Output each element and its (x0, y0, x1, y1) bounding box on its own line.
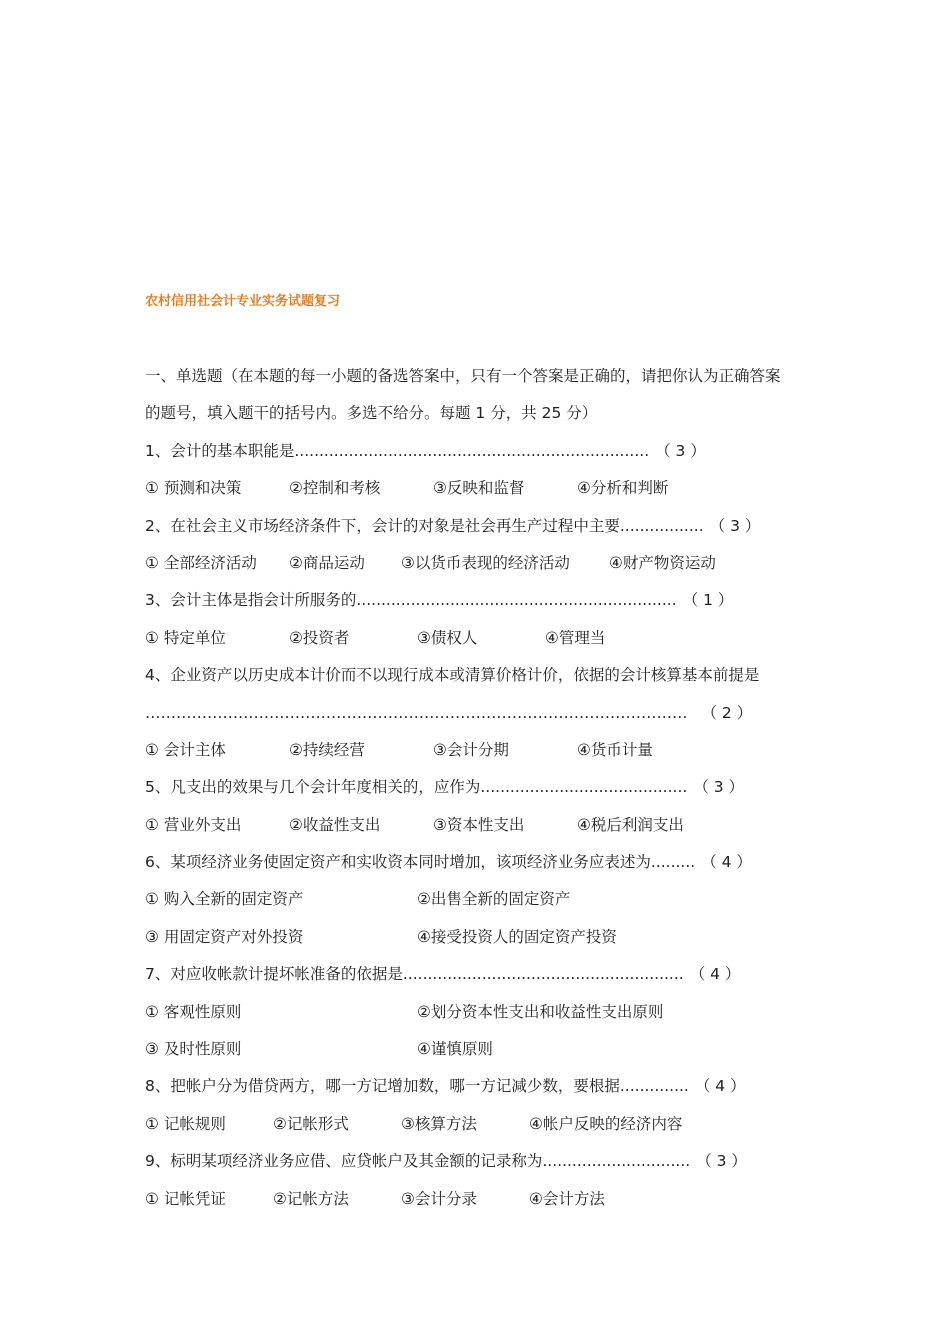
question-text: 8、把帐户分为借贷两方，哪一方记增加数，哪一方记减少数，要根据 (145, 1077, 620, 1096)
question-3-options (145, 620, 825, 657)
answer-bracket: （ 3 ） (709, 516, 761, 535)
option-4: ④帐户反映的经济内容 (529, 1114, 683, 1133)
option-3: ③会计分录 (401, 1189, 477, 1208)
answer-bracket: （ 1 ） (682, 591, 734, 610)
option-3: ③会计分期 (433, 740, 509, 759)
question-dots: ......................................................... (402, 965, 684, 984)
question-7 (145, 956, 825, 993)
question-dots: ................. (619, 516, 704, 535)
question-5 (145, 769, 825, 806)
question-6-options-row-1 (145, 881, 825, 918)
question-dots: …………………………………………………………………………………………… (145, 703, 688, 722)
option-1: ① 购入全新的固定资产 (145, 890, 304, 909)
exam-content (145, 358, 825, 1218)
answer-bracket: （ 3 ） (696, 1152, 747, 1171)
question-2 (145, 508, 825, 545)
question-dots: .............................. (542, 1152, 691, 1171)
document-title: 农村信用社会计专业实务试题复习 (145, 294, 341, 309)
option-2: ②收益性支出 (289, 815, 381, 834)
question-text: 1、会计的基本职能是 (145, 441, 295, 460)
question-4-options (145, 732, 825, 769)
option-4: ④货币计量 (577, 740, 653, 759)
question-3 (145, 582, 825, 619)
question-4: 4、企业资产以历史成本计价而不以现行成本或清算价格计价，依据的会计核算基本前提是 (145, 666, 760, 685)
question-text: 7、对应收帐款计提坏帐准备的依据是 (145, 965, 403, 984)
option-3: ③债权人 (417, 628, 478, 647)
option-2: ②出售全新的固定资产 (417, 890, 571, 909)
answer-bracket: （ 2 ） (701, 703, 753, 722)
question-1 (145, 433, 825, 470)
answer-bracket: （ 3 ） (655, 441, 706, 460)
question-9 (145, 1143, 825, 1180)
option-1: ① 营业外支出 (145, 815, 242, 834)
option-2: ②记帐方法 (273, 1189, 349, 1208)
question-dots: ......... (650, 853, 696, 872)
option-4: ④管理当 (545, 628, 606, 647)
option-1: ① 特定单位 (145, 628, 226, 647)
question-text: 6、某项经济业务使固定资产和实收资本同时增加，该项经济业务应表述为 (145, 853, 651, 872)
question-text: 9、标明某项经济业务应借、应贷帐户及其金额的记录称为 (145, 1152, 543, 1171)
option-2: ②持续经营 (289, 740, 365, 759)
option-4: ④税后利润支出 (577, 815, 684, 834)
question-text: 2、在社会主义市场经济条件下，会计的对象是社会再生产过程中主要 (145, 516, 620, 535)
option-1: ① 客观性原则 (145, 1002, 242, 1021)
question-dots: .............. (619, 1077, 689, 1096)
answer-bracket: （ 3 ） (693, 778, 745, 797)
option-2: ②投资者 (289, 628, 350, 647)
question-text: 5、凡支出的效果与几个会计年度相关的，应作为 (145, 778, 481, 797)
question-dots: ................................................................. (356, 591, 677, 610)
question-1-options (145, 470, 825, 507)
question-8 (145, 1068, 825, 1105)
option-2: ②控制和考核 (289, 479, 381, 498)
question-7-options-row-2 (145, 1031, 825, 1068)
option-3: ③ 及时性原则 (145, 1040, 242, 1059)
answer-bracket: （ 4 ） (701, 853, 752, 872)
question-text: 3、会计主体是指会计所服务的 (145, 591, 357, 610)
question-dots: ........................................................................ (294, 441, 650, 460)
option-4: ④会计方法 (529, 1189, 605, 1208)
option-3: ③ 用固定资产对外投资 (145, 927, 304, 946)
option-1: ① 全部经济活动 (145, 553, 257, 572)
option-3: ③资本性支出 (433, 815, 525, 834)
option-1: ① 预测和决策 (145, 479, 242, 498)
option-1: ① 记帐规则 (145, 1114, 226, 1133)
option-4: ④谨慎原则 (417, 1040, 493, 1059)
section-heading-line-1: 一、单选题（在本题的每一小题的备选答案中，只有一个答案是正确的，请把你认为正确答案 (145, 367, 781, 385)
option-4: ④分析和判断 (577, 479, 669, 498)
question-dots: .......................................... (480, 778, 688, 797)
option-1: ① 会计主体 (145, 740, 226, 759)
option-4: ④接受投资人的固定资产投资 (417, 927, 617, 946)
question-7-options-row-1 (145, 994, 825, 1031)
question-4-continuation (145, 695, 825, 732)
question-8-options (145, 1106, 825, 1143)
question-6-options-row-2 (145, 919, 825, 956)
option-3: ③反映和监督 (433, 479, 525, 498)
option-2: ②商品运动 (289, 553, 365, 572)
question-6 (145, 844, 825, 881)
option-3: ③以货币表现的经济活动 (401, 553, 570, 572)
section-heading-line-2: 的题号，填入题干的括号内。多选不给分。每题 1 分，共 25 分） (145, 404, 598, 423)
option-2: ②划分资本性支出和收益性支出原则 (417, 1002, 664, 1021)
option-1: ① 记帐凭证 (145, 1189, 226, 1208)
option-3: ③核算方法 (401, 1114, 477, 1133)
option-2: ②记帐形式 (273, 1114, 349, 1133)
question-2-options (145, 545, 825, 582)
option-4: ④财产物资运动 (609, 553, 716, 572)
answer-bracket: （ 4 ） (694, 1077, 746, 1096)
question-9-options (145, 1181, 825, 1218)
question-5-options (145, 807, 825, 844)
answer-bracket: （ 4 ） (689, 965, 741, 984)
